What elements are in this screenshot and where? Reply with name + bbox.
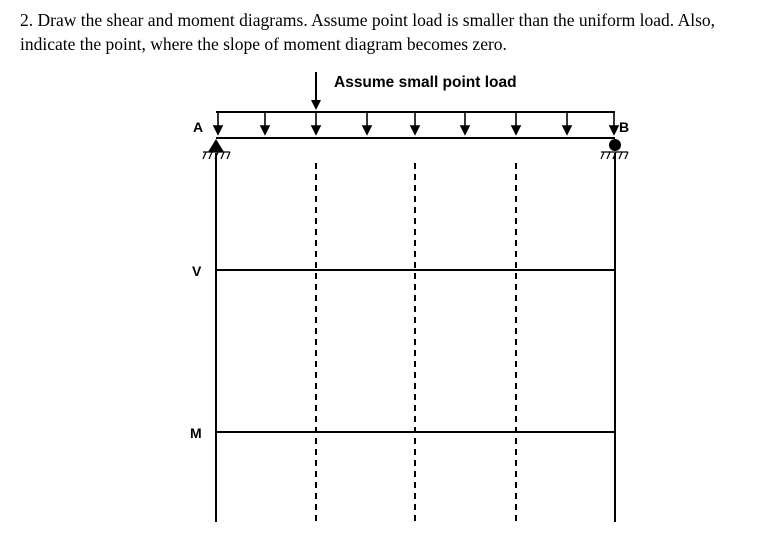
support-b-label: B: [619, 119, 630, 135]
support-a-label: A: [193, 119, 204, 135]
guide-lines: [316, 163, 516, 522]
pin-support-a: [208, 139, 224, 152]
distributed-load-arrows: [214, 112, 618, 134]
moment-axis-label: M: [190, 425, 202, 441]
point-load-arrowhead: [311, 100, 321, 110]
question-line-1: 2. Draw the shear and moment diagrams. Assume point load is smaller than the uniform load. Also,: [20, 10, 716, 30]
roller-support-b: [609, 139, 621, 151]
point-load-label: Assume small point load: [334, 74, 517, 91]
question-line-2: indicate the point, where the slope of moment diagram becomes zero.: [20, 34, 507, 54]
shear-axis-label: V: [192, 263, 202, 279]
